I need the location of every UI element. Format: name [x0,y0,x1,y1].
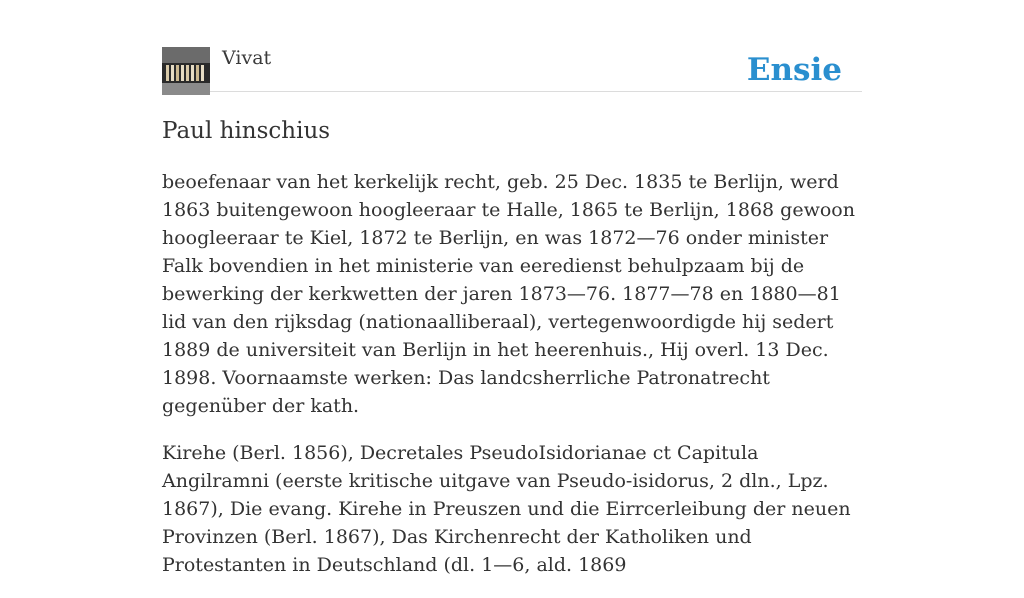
article-paragraph: beoefenaar van het kerkelijk recht, geb. 25 Dec. 1835 te Berlijn, werd 1863 buitengewoon hoogleeraar te Halle, 1865 te Berlijn, 1868 gewoon hoogleeraar te Kiel, 1872 te Berlijn, en was 1872—76 onder minister Falk bovendien in het ministerie van eeredienst behulpzaam bij de bewerking der kerkwetten der jaren 1873—76. 1877—78 en 1880—81 lid van den rijksdag (nationaalliberaal), vertegenwoordigde hij sedert 1889 de universiteit van Berlijn in het heerenhuis., Hij overl. 13 Dec. 1898. Voornaamste werken: Das landcsherrliche Patronatrecht gegenüber der kath. [162,171,855,417]
avatar-image-icon [162,47,210,95]
article-body [162,168,862,598]
header [162,0,862,92]
avatar[interactable] [162,47,210,95]
brand-logo[interactable]: Ensie [746,52,842,88]
author-name[interactable]: Vivat [222,47,272,69]
page [162,0,862,576]
article-title: Paul hinschius [162,118,331,144]
article-paragraph: Kirehe (Berl. 1856), Decretales PseudoIsidorianae ct Capitula Angilramni (eerste kritische uitgave van Pseudo-isidorus, 2 dln., Lpz. 1867), Die evang. Kirehe in Preuszen und die Eirrcerleibung der neuen Provinzen (Berl. 1867), Das Kirchenrecht der Katholiken und Protestanten in Deutschland (dl. 1—6, ald. 1869 [162,442,851,576]
